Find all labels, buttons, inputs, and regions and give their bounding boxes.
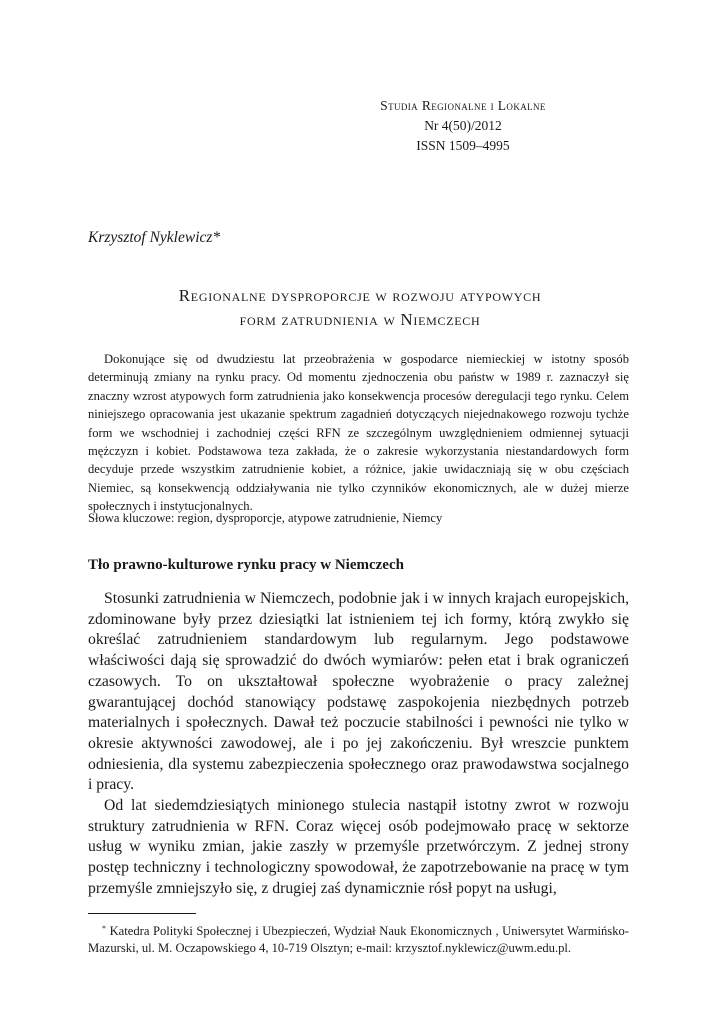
journal-name: Studia Regionalne i Lokalne bbox=[380, 98, 546, 113]
journal-header bbox=[303, 96, 623, 156]
section-heading: Tło prawno-kulturowe rynku pracy w Niemczech bbox=[88, 557, 404, 573]
body-text bbox=[88, 589, 629, 900]
footnote bbox=[88, 920, 629, 957]
journal-issn: ISSN 1509–4995 bbox=[416, 138, 510, 153]
abstract: Dokonujące się od dwudziestu lat przeobrażenia w gospodarce niemieckiej w istotny sposób determinują zmiany na rynku pracy. Od momentu zjednoczenia obu państw w 1989 r. zaznaczył się znaczny wzrost atypowych form zatrudnienia jako konsekwencja procesów deregulacji tego rynku. Celem niniejszego opracowania jest ukazanie spektrum zagadnień dotyczących niejednakowego rozwoju tychże form we wschodniej i zachodniej części RFN ze szczególnym uwzględnieniem odmiennej sytuacji mężczyzn i kobiet. Podstawowa teza zakłada, że o zakresie wykorzystania niestandardowych form decyduje przede wszystkim zatrudnienie kobiet, a różnice, jakie uwidaczniają się w obu częściach Niemiec, są konsekwencją oddziaływania nie tylko czynników ekonomicznych, ale w dużej mierze społecznych i instytucjonalnych. bbox=[88, 352, 629, 514]
article-title bbox=[80, 284, 640, 332]
journal-number: Nr 4(50)/2012 bbox=[424, 118, 502, 133]
title-line-1: Regionalne dysproporcje w rozwoju atypowych bbox=[178, 286, 542, 305]
footnote-marker: * bbox=[102, 924, 106, 933]
footnote-divider bbox=[88, 913, 196, 914]
paragraph: Stosunki zatrudnienia w Niemczech, podobnie jak i w innych krajach europejskich, zdominowane były przez dziesiątki lat istnieniem tej ich formy, którą zwykło się określać zatrudnieniem standardowym lub regularnym. Jego podstawowe właściwości dają się sprowadzić do dwóch wymiarów: pełen etat i brak ograniczeń czasowych. To on ukształtował społeczne wyobrażenie o pracy zależnej gwarantującej dochód stanowiący podstawę zaspokojenia niezbędnych potrzeb materialnych i społecznych. Dawał też poczucie stabilności i pewności nie tylko w okresie aktywności zawodowej, ale i po jej zakończeniu. Był wreszcie punktem odniesienia, dla systemu zabezpieczenia społecznego oraz prawodawstwa socjalnego i pracy. bbox=[88, 590, 629, 794]
footnote-text: Katedra Polityki Społecznej i Ubezpieczeń, Wydział Nauk Ekonomicznych , Uniwersytet Warmińsko-Mazurski, ul. M. Oczapowskiego 4, 10-719 Olsztyn; e-mail: krzysztof.nyklewicz@uwm.edu.pl. bbox=[88, 924, 629, 955]
keywords: Słowa kluczowe: region, dysproporcje, atypowe zatrudnienie, Niemcy bbox=[88, 511, 443, 525]
author-name: Krzysztof Nyklewicz* bbox=[88, 229, 221, 246]
paragraph: Od lat siedemdziesiątych minionego stulecia nastąpił istotny zwrot w rozwoju struktury zatrudnienia w RFN. Coraz więcej osób podejmowało pracę w sektorze usług w wyniku zmian, jakie zaszły w przemyśle przetwórczym. Z jednej strony postęp techniczny i technologiczny spowodował, że zapotrzebowanie na pracę w tym przemyśle zmniejszyło się, z drugiej zaś dynamicznie rósł popyt na usługi, bbox=[88, 797, 629, 897]
title-line-2: form zatrudnienia w Niemczech bbox=[239, 310, 481, 329]
